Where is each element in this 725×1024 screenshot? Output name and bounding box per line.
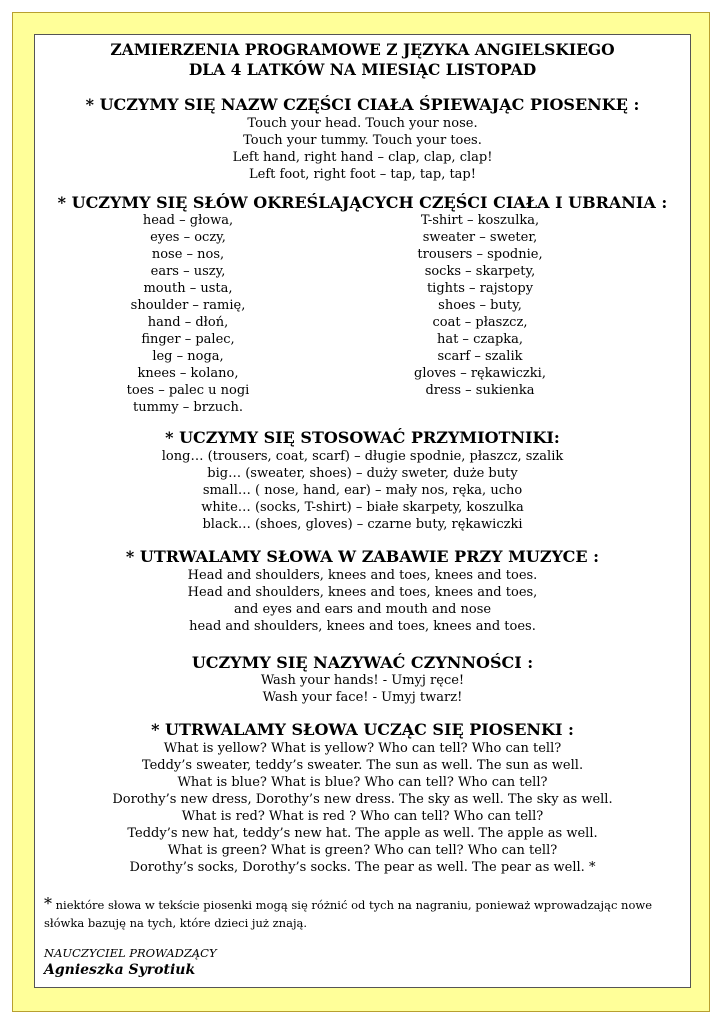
list-item: leg – noga, bbox=[152, 349, 224, 364]
song-line: What is green? What is green? Who can tell? Who can tell? bbox=[167, 843, 558, 858]
list-item: coat – płaszcz, bbox=[432, 315, 528, 330]
list-item: shoulder – ramię, bbox=[130, 298, 246, 313]
adjective-line: black… (shoes, gloves) – czarne buty, rękawiczki bbox=[202, 517, 523, 532]
list-item: shoes – buty, bbox=[438, 298, 522, 313]
song-line: Touch your head. Touch your nose. bbox=[247, 116, 478, 131]
section4-lines bbox=[34, 567, 691, 635]
list-item: hat – czapka, bbox=[436, 332, 524, 347]
section4-heading: * UTRWALAMY SŁOWA W ZABAWIE PRZY MUZYCE : bbox=[125, 547, 600, 566]
section1-lines bbox=[34, 115, 691, 183]
author-role: NAUCZYCIEL PROWADZĄCY bbox=[44, 946, 217, 960]
list-item: T-shirt – koszulka, bbox=[420, 213, 540, 228]
adjective-line: big… (sweater, shoes) – duży sweter, duże buty bbox=[207, 466, 518, 481]
song-line: Teddy’s sweater, teddy’s sweater. The sun as well. The sun as well. bbox=[141, 758, 584, 773]
list-item: ears – uszy, bbox=[150, 264, 226, 279]
list-item: nose – nos, bbox=[151, 247, 225, 262]
section6-lines bbox=[34, 740, 691, 876]
adjective-line: long… (trousers, coat, scarf) – długie spodnie, płaszcz, szalik bbox=[161, 449, 564, 464]
clothes-list bbox=[380, 212, 580, 399]
footnote bbox=[44, 895, 674, 932]
title-line-2: DLA 4 LATKÓW NA MIESIĄC LISTOPAD bbox=[188, 60, 537, 79]
list-item: tights – rajstopy bbox=[426, 281, 534, 296]
song-line: What is blue? What is blue? Who can tell? Who can tell? bbox=[177, 775, 548, 790]
section5-heading: UCZYMY SIĘ NAZYWAĆ CZYNNOŚCI : bbox=[191, 653, 534, 672]
list-item: socks – skarpety, bbox=[424, 264, 536, 279]
list-item: eyes – oczy, bbox=[150, 230, 226, 245]
section3-lines bbox=[34, 448, 691, 533]
list-item: knees – kolano, bbox=[137, 366, 239, 381]
song-line: Left foot, right foot – tap, tap, tap! bbox=[249, 167, 476, 182]
body-parts-list bbox=[88, 212, 288, 416]
song-line: and eyes and ears and mouth and nose bbox=[233, 602, 492, 617]
list-item: scarf – szalik bbox=[437, 349, 523, 364]
list-item: trousers – spodnie, bbox=[417, 247, 543, 262]
adjective-line: small… ( nose, hand, ear) – mały nos, ręka, ucho bbox=[202, 483, 523, 498]
title-line-1: ZAMIERZENIA PROGRAMOWE Z JĘZYKA ANGIELSKIEGO bbox=[110, 40, 615, 59]
document-title bbox=[34, 40, 691, 80]
song-line: Head and shoulders, knees and toes, knees and toes. bbox=[187, 568, 538, 583]
song-line: Head and shoulders, knees and toes, knees and toes, bbox=[187, 585, 538, 600]
list-item: toes – palec u nogi bbox=[126, 383, 250, 398]
list-item: gloves – rękawiczki, bbox=[414, 366, 546, 381]
list-item: mouth – usta, bbox=[143, 281, 233, 296]
section1-heading: * UCZYMY SIĘ NAZW CZĘŚCI CIAŁA ŚPIEWAJĄC PIOSENKĘ : bbox=[85, 95, 640, 114]
song-line: What is red? What is red ? Who can tell? Who can tell? bbox=[181, 809, 544, 824]
song-line: Dorothy’s socks, Dorothy’s socks. The pear as well. The pear as well. * bbox=[129, 860, 596, 875]
song-line: Left hand, right hand – clap, clap, clap! bbox=[232, 150, 493, 165]
list-item: tummy – brzuch. bbox=[133, 400, 243, 415]
action-line: Wash your hands! - Umyj ręce! bbox=[260, 673, 465, 688]
list-item: head – głowa, bbox=[142, 213, 234, 228]
song-line: Teddy’s new hat, teddy’s new hat. The apple as well. The apple as well. bbox=[127, 826, 598, 841]
section6-heading: * UTRWALAMY SŁOWA UCZĄC SIĘ PIOSENKI : bbox=[151, 720, 574, 739]
list-item: hand – dłoń, bbox=[147, 315, 229, 330]
section3-heading: * UCZYMY SIĘ STOSOWAĆ PRZYMIOTNIKI: bbox=[165, 428, 560, 447]
song-line: Touch your tummy. Touch your toes. bbox=[243, 133, 482, 148]
song-line: What is yellow? What is yellow? Who can tell? Who can tell? bbox=[163, 741, 562, 756]
song-line: Dorothy’s new dress, Dorothy’s new dress. The sky as well. The sky as well. bbox=[112, 792, 613, 807]
action-line: Wash your face! - Umyj twarz! bbox=[262, 690, 463, 705]
section2-heading: * UCZYMY SIĘ SŁÓW OKREŚLAJĄCYCH CZĘŚCI CIAŁA I UBRANIA : bbox=[57, 193, 668, 212]
footnote-star: * bbox=[44, 894, 52, 913]
list-item: dress – sukienka bbox=[425, 383, 535, 398]
section5-lines bbox=[34, 672, 691, 706]
adjective-line: white… (socks, T-shirt) – białe skarpety, koszulka bbox=[201, 500, 524, 515]
list-item: sweater – sweter, bbox=[422, 230, 538, 245]
song-line: head and shoulders, knees and toes, knees and toes. bbox=[189, 619, 536, 634]
list-item: finger – palec, bbox=[141, 332, 235, 347]
author-name: Agnieszka Syrotiuk bbox=[44, 962, 196, 978]
footnote-text: niektóre słowa w tekście piosenki mogą się różnić od tych na nagraniu, ponieważ wprowadzając nowe słówka bazuję na tych, które dzieci już znają. bbox=[44, 898, 653, 930]
